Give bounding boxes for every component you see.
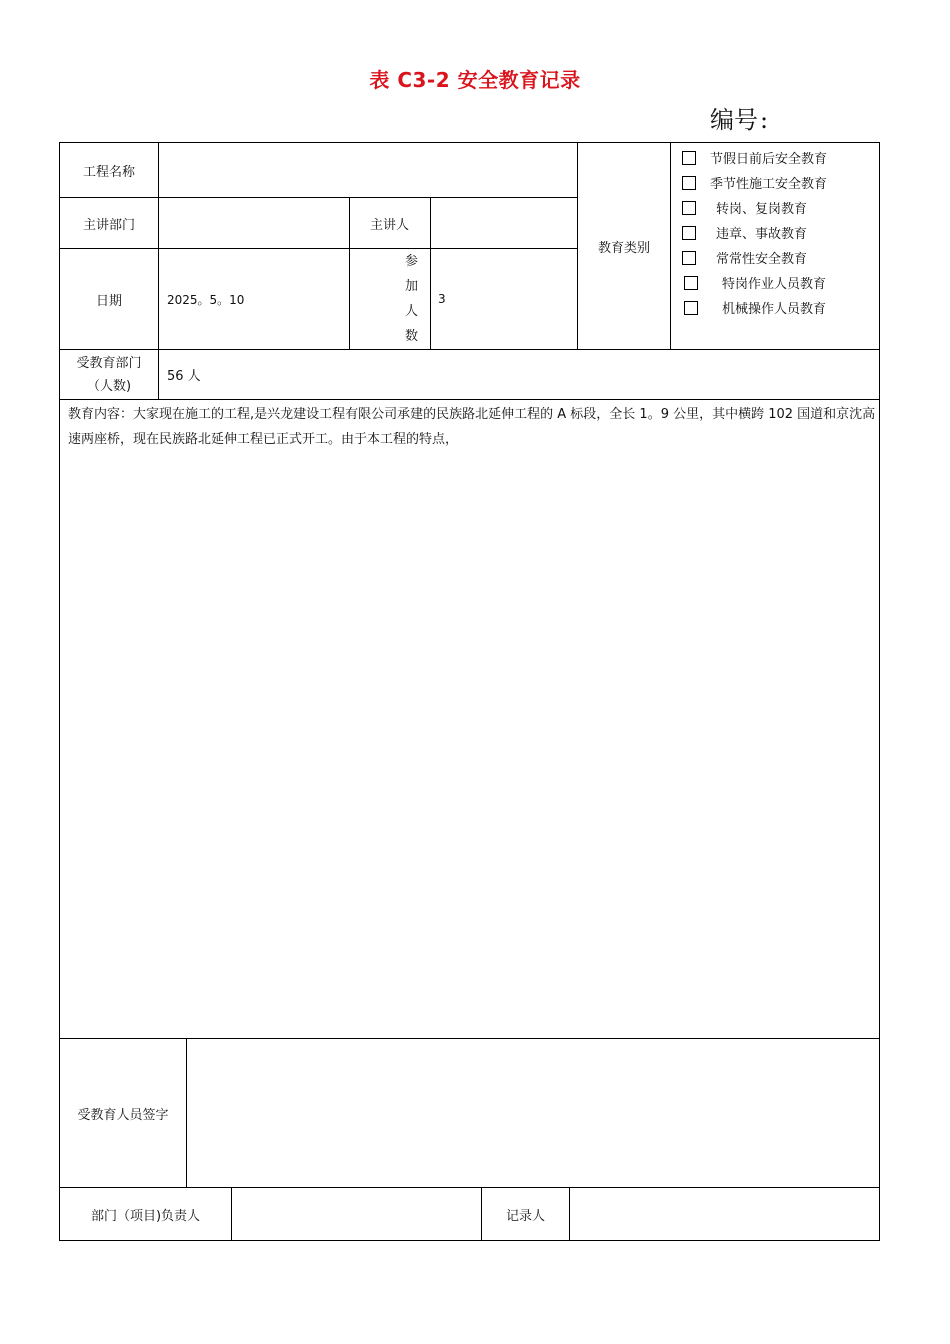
edu-category-label: 教育类别 bbox=[597, 240, 650, 256]
checkbox-icon[interactable] bbox=[682, 201, 696, 215]
participants-label-char: 人 bbox=[404, 304, 418, 319]
lecture-dept-field[interactable] bbox=[159, 197, 349, 249]
participants-label-char: 加 bbox=[404, 279, 418, 294]
recorder-field[interactable] bbox=[570, 1187, 880, 1241]
edu-category-option[interactable] bbox=[682, 220, 878, 245]
project-name-field[interactable] bbox=[159, 142, 577, 198]
participants-label-char: 数 bbox=[404, 329, 418, 344]
checkbox-icon[interactable] bbox=[684, 301, 698, 315]
checkbox-icon[interactable] bbox=[684, 276, 698, 290]
lecturer-field[interactable] bbox=[430, 197, 577, 249]
edu-category-option[interactable] bbox=[682, 295, 878, 320]
dept-head-label: 部门（项目)负责人 bbox=[90, 1208, 201, 1224]
edu-category-option[interactable] bbox=[682, 270, 878, 295]
checkbox-icon[interactable] bbox=[682, 151, 696, 165]
edu-category-option-label: 特岗作业人员教育 bbox=[722, 277, 827, 292]
participants-label-char: 参 bbox=[404, 254, 418, 269]
checkbox-icon[interactable] bbox=[682, 176, 696, 190]
edu-category-option-label: 常常性安全教育 bbox=[716, 252, 808, 267]
edu-category-option-label: 节假日前后安全教育 bbox=[710, 152, 828, 167]
page-title: 表 C3-2 安全教育记录 bbox=[369, 68, 581, 92]
edu-category-checklist bbox=[682, 145, 878, 320]
date-field[interactable]: 2025。5。10 bbox=[167, 292, 245, 307]
date-label: 日期 bbox=[95, 293, 122, 309]
trained-dept-label-line: 受教育部门 bbox=[76, 355, 142, 371]
checkbox-icon[interactable] bbox=[682, 251, 696, 265]
edu-category-option-label: 机械操作人员教育 bbox=[722, 302, 827, 317]
serial-number-label bbox=[710, 100, 768, 135]
dept-head-field[interactable] bbox=[232, 1187, 482, 1241]
trained-dept-label bbox=[59, 349, 159, 400]
edu-category-option-label: 季节性施工安全教育 bbox=[710, 177, 828, 192]
edu-category-option[interactable] bbox=[682, 170, 878, 195]
edu-category-option-label: 转岗、复岗教育 bbox=[716, 202, 808, 217]
edu-category-option[interactable] bbox=[682, 145, 878, 170]
serial-label-text: 编号 bbox=[710, 106, 758, 134]
recorder-label: 记录人 bbox=[505, 1208, 545, 1224]
edu-content-text[interactable]: 教育内容：大家现在施工的工程,是兴龙建设工程有限公司承建的民族路北延伸工程的 A 标段，全长 1。9 公里，其中横跨 102 国道和京沈高速两座桥，现在民族路北延伸工程已正式开工。由于本工程的特点， bbox=[68, 407, 876, 447]
trained-dept-label-line: （人数) bbox=[86, 378, 132, 394]
trained-dept-field[interactable]: 56 人 bbox=[167, 369, 201, 384]
serial-colon: : bbox=[760, 106, 769, 134]
lecturer-label: 主讲人 bbox=[369, 217, 409, 233]
lecture-dept-label: 主讲部门 bbox=[82, 217, 135, 233]
checkbox-icon[interactable] bbox=[682, 226, 696, 240]
project-name-label: 工程名称 bbox=[82, 164, 135, 180]
edu-category-option[interactable] bbox=[682, 195, 878, 220]
edu-category-option-label: 违章、事故教育 bbox=[716, 227, 808, 242]
signature-label: 受教育人员签字 bbox=[77, 1107, 169, 1123]
edu-category-option[interactable] bbox=[682, 245, 878, 270]
signature-field[interactable] bbox=[187, 1038, 880, 1188]
participants-field[interactable]: 3 bbox=[438, 292, 446, 306]
participants-label bbox=[349, 248, 430, 350]
